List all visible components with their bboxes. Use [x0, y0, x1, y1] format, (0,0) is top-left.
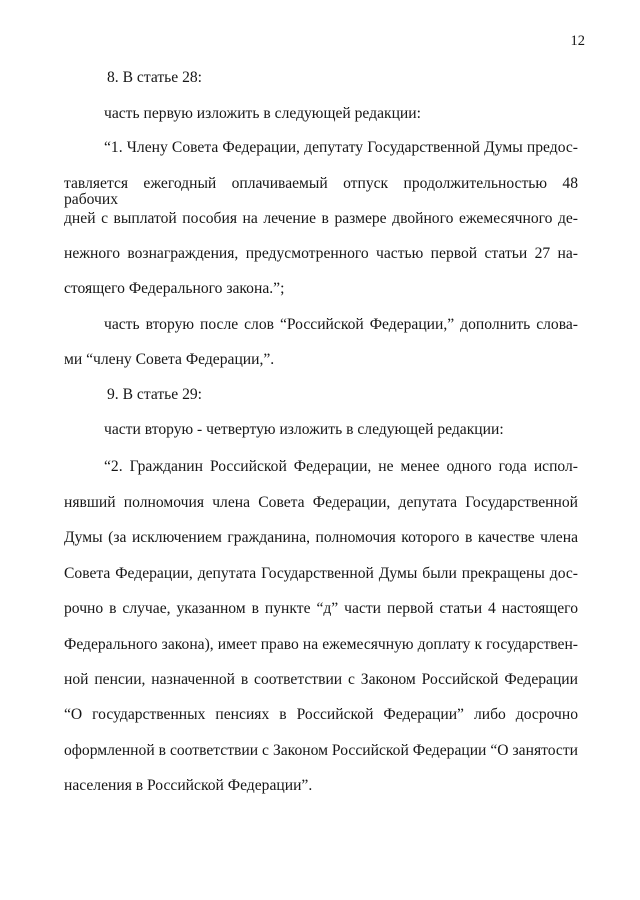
paragraph-line: Совета Федерации, депутата Государственной Думы были прекращены дос-	[64, 565, 578, 582]
item-9-heading: 9. В статье 29:	[107, 386, 203, 403]
paragraph-line: “2. Гражданин Российской Федерации, не менее одного года испол-	[104, 458, 578, 475]
paragraph-line: нежного вознаграждения, предусмотренного частью первой статьи 27 на-	[64, 245, 578, 262]
paragraph-line: “О государственных пенсиях в Российской Федерации” либо досрочно	[64, 706, 578, 723]
paragraph-line: часть вторую после слов “Российской Федерации,” дополнить слова-	[104, 316, 578, 333]
paragraph-line: дней с выплатой пособия на лечение в размере двойного ежемесячного де-	[64, 210, 578, 227]
paragraph-line: рочно в случае, указанном в пункте “д” части первой статьи 4 настоящего	[64, 600, 578, 617]
page-number: 12	[570, 33, 585, 49]
paragraph-line: Федерального закона), имеет право на ежемесячную доплату к государствен-	[64, 636, 578, 653]
paragraph-line: стоящего Федерального закона.”;	[64, 280, 285, 297]
paragraph-line: нявший полномочия члена Совета Федерации, депутата Государственной	[64, 494, 578, 511]
item-9-instruction: части вторую - четвертую изложить в следующей редакции:	[104, 421, 504, 438]
paragraph-line: Думы (за исключением гражданина, полномочия которого в качестве члена	[64, 529, 578, 546]
paragraph-line: населения в Российской Федерации”.	[64, 777, 313, 794]
item-8-instruction: часть первую изложить в следующей редакции:	[104, 105, 421, 122]
item-8-heading: 8. В статье 28:	[107, 69, 203, 86]
paragraph-line: ми “члену Совета Федерации,”.	[64, 351, 275, 368]
paragraph-line: ной пенсии, назначенной в соответствии с Законом Российской Федерации	[64, 671, 578, 688]
paragraph-line: “1. Члену Совета Федерации, депутату Государственной Думы предос-	[104, 139, 578, 156]
paragraph-line: тавляется ежегодный оплачиваемый отпуск продолжительностью 48 рабочих	[64, 175, 578, 208]
paragraph-line: оформленной в соответствии с Законом Российской Федерации “О занятости	[64, 742, 578, 759]
